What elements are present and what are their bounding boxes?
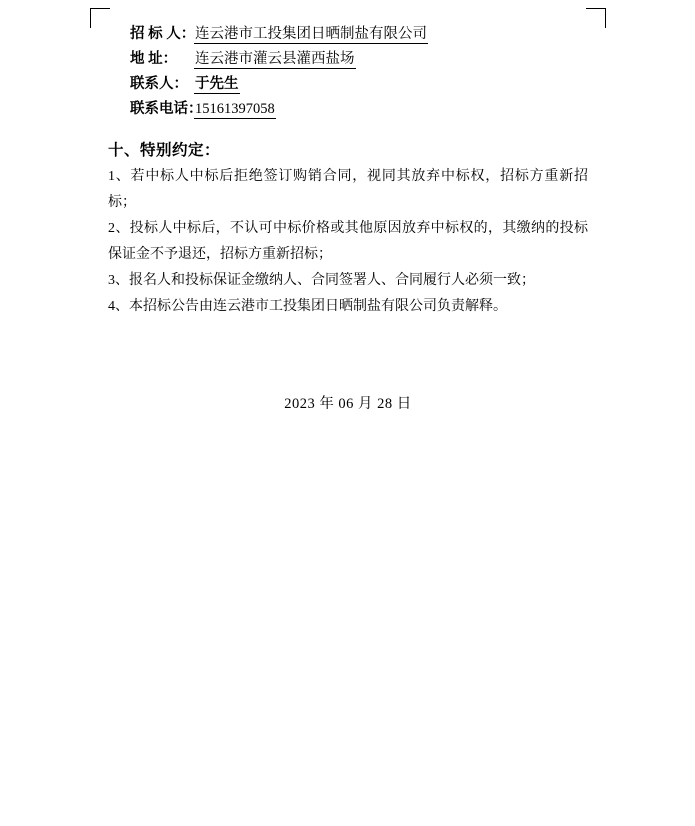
clause-3: 3、报名人和投标保证金缴纳人、合同签署人、合同履行人必须一致； <box>108 273 535 288</box>
document-date: 2023 年 06 月 28 日 <box>284 396 412 412</box>
contact-line-bidder <box>130 22 588 47</box>
contact-label-address: 地 址： <box>130 51 178 67</box>
contact-label-bidder: 招 标 人： <box>130 26 196 42</box>
contact-label-phone: 联系电话： <box>130 101 203 117</box>
clause-2: 2、投标人中标后，不认可中标价格或其他原因放弃中标权的，其缴纳的投标保证金不予退还，招标方重新招标； <box>108 221 588 262</box>
contact-label-person: 联系人： <box>130 76 188 92</box>
crop-mark-top-left <box>90 8 110 28</box>
section-title-special-terms: 十、特别约定： <box>108 142 221 159</box>
clause-1: 1、若中标人中标后拒绝签订购销合同，视同其放弃中标权，招标方重新招标； <box>108 169 588 210</box>
contact-info-block <box>130 22 588 122</box>
contact-value-address: 连云港市灌云县灌西盐场 <box>195 51 355 67</box>
contact-line-person <box>130 72 588 97</box>
contact-value-person: 于先生 <box>195 76 239 92</box>
contact-value-bidder: 连云港市工投集团日晒制盐有限公司 <box>195 26 427 42</box>
contact-line-address <box>130 47 588 72</box>
clause-4: 4、本招标公告由连云港市工投集团日晒制盐有限公司负责解释。 <box>108 299 507 314</box>
contact-value-phone: 15161397058 <box>195 101 275 117</box>
crop-mark-top-right <box>586 8 606 28</box>
document-content <box>108 22 588 413</box>
contact-line-phone <box>130 97 588 122</box>
